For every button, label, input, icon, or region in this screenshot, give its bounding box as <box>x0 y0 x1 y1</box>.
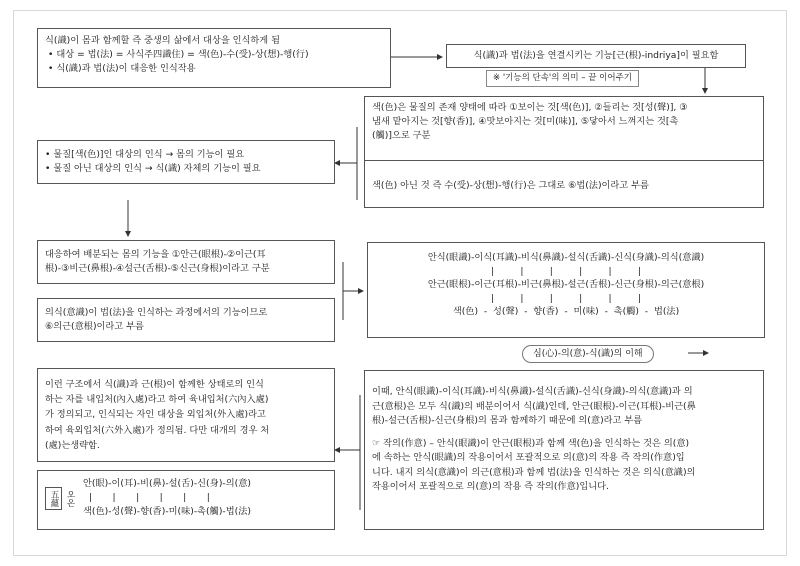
box2-text: 식(識)과 법(法)을 연결시키는 기능[근(根)-indriya]이 필요함 <box>473 50 719 61</box>
recognition-function-box <box>37 140 335 184</box>
consciousness-faculty-table <box>367 242 765 338</box>
box10-line5: 에 속하는 안식(眼識)의 작용이어서 포괄적으로 의(意)의 작용 즉 작의(作意)입 <box>372 452 685 463</box>
body-faculty-box <box>37 240 335 284</box>
box3-line2: 냄새 맡아지는 것[향(香)], ④맛보아지는 것[미(味)], ⑤닿아서 느껴지는 것[촉 <box>372 116 679 127</box>
box10-line1: 이때, 안식(眼識)-이식(耳識)-비식(鼻識)-설식(舌識)-신식(身識)-의식(意識)과 의 <box>372 386 693 397</box>
form-classification-box <box>364 96 764 208</box>
box3-line4: 색(色) 아닌 것 즉 수(受)-상(想)-행(行)은 그대로 ⑥법(法)이라고 부름 <box>372 180 649 191</box>
box7-bars-1: | | | | | | <box>491 265 641 277</box>
mind-action-box <box>364 370 764 530</box>
object-recognition-box <box>37 28 391 88</box>
box7-row2: 안근(眼根)-이근(耳根)-비근(鼻根)-설근(舌根)-신근(身根)-의근(意根) <box>427 279 705 290</box>
box5-line2: 根)-③비근(鼻根)-④설근(舌根)-⑤신근(身根)이라고 구분 <box>45 263 270 274</box>
box9-row1: 안(眼)-이(耳)-비(鼻)-설(舌)-신(身)-의(意) <box>83 478 251 489</box>
box4-line1: • 물질[색(色)]인 대상의 인식 → 몸의 기능이 필요 <box>45 149 245 160</box>
box10-line6: 니다. 내지 의식(意識)이 의근(意根)과 함께 법(法)을 인식하는 것은 의식(意識)의 <box>372 466 696 478</box>
five-aggregates-box <box>37 470 335 530</box>
five-aggregates-hangul: 오온 <box>65 489 75 507</box>
box6-line1: 의식(意識)이 법(法)을 인식하는 과정에서의 기능이므로 <box>45 307 268 318</box>
box9-bars: | | | | | | <box>89 492 210 503</box>
box8-line3: 가 정의되고, 인식되는 자인 대상을 외입처(外入處)라고 <box>45 409 266 421</box>
box9-row2: 색(色)-성(聲)-향(香)-미(味)-촉(觸)-법(法) <box>83 506 251 517</box>
pill-text: 심(心)-의(意)-식(識)의 이해 <box>533 349 643 359</box>
box1-line2: • 대상 = 법(法) = 사식주四識住) = 색(色)-수(受)-상(想)-행(行) <box>48 49 309 60</box>
box7-row3: 색(色) - 성(聲) - 향(香) - 미(味) - 촉(觸) - 법(法) <box>452 306 680 317</box>
box8-line5: (處)는생략함. <box>45 439 100 451</box>
box6-line2: ⑥의근(意根)이라고 부름 <box>45 321 144 332</box>
note2-text: ※ '기능의 단속'의 의미 – 끝 이어주기 <box>493 73 633 83</box>
box7-row1: 안식(眼識)-이식(耳識)-비식(鼻識)-설식(舌識)-신식(身識)-의식(意識) <box>427 252 705 263</box>
box10-line3: 根)-설근(舌根)-신근(身根)의 몸과 함께하기 때문에 의(意)라고 부름 <box>372 415 643 426</box>
box8-line1: 이런 구조에서 식(識)과 근(根)이 함께한 상태로의 인식 <box>45 379 264 390</box>
mind-faculty-box <box>37 298 335 342</box>
box10-line7: 작용이어서 포괄적으로 의(意)의 작용 즉 작의(作意)입니다. <box>372 481 609 492</box>
box8-line4: 하여 육외입처(六外入處)가 정의됨. 다만 대개의 경우 처 <box>45 424 270 436</box>
box5-line1: 대응하여 배분되는 몸의 기능을 ①안근(眼根)-②이근(耳 <box>45 249 266 260</box>
mind-understanding-pill <box>522 345 654 363</box>
box3-line1: 색(色)은 물질의 존재 양태에 따라 ①보이는 것[색(色)], ②들리는 것[성(聲)], ③ <box>372 102 688 113</box>
box1-line3: • 식(識)과 법(法)이 대응한 인식작용 <box>48 63 196 74</box>
sense-base-box <box>37 368 335 462</box>
five-aggregates-hanja: 五蘊 <box>45 487 62 510</box>
box1-line1: 식(識)이 몸과 함께할 즉 중생의 삶에서 대상을 인식하게 됨 <box>45 35 280 46</box>
box10-line4: ☞ 작의(作意) – 안식(眼識)이 안근(眼根)과 함께 색(色)을 인식하는 것은 의(意) <box>372 437 690 449</box>
box4-line2: • 물질 아닌 대상의 인식 → 식(識) 자체의 기능이 필요 <box>45 163 261 174</box>
box8-line2: 하는 자를 내입처(內入處)라고 하여 육내입처(六內入處) <box>45 394 269 406</box>
box7-bars-2: | | | | | | <box>491 292 641 304</box>
box10-line2: 근(意根)은 모두 식(識)의 배분이어서 식(識)인데, 안근(眼根)-이근(耳根)-비근(鼻 <box>372 400 696 412</box>
faculty-needed-box <box>446 44 746 68</box>
box3-line3: (觸)]으로 구분 <box>372 130 431 141</box>
faculty-note <box>486 70 639 87</box>
